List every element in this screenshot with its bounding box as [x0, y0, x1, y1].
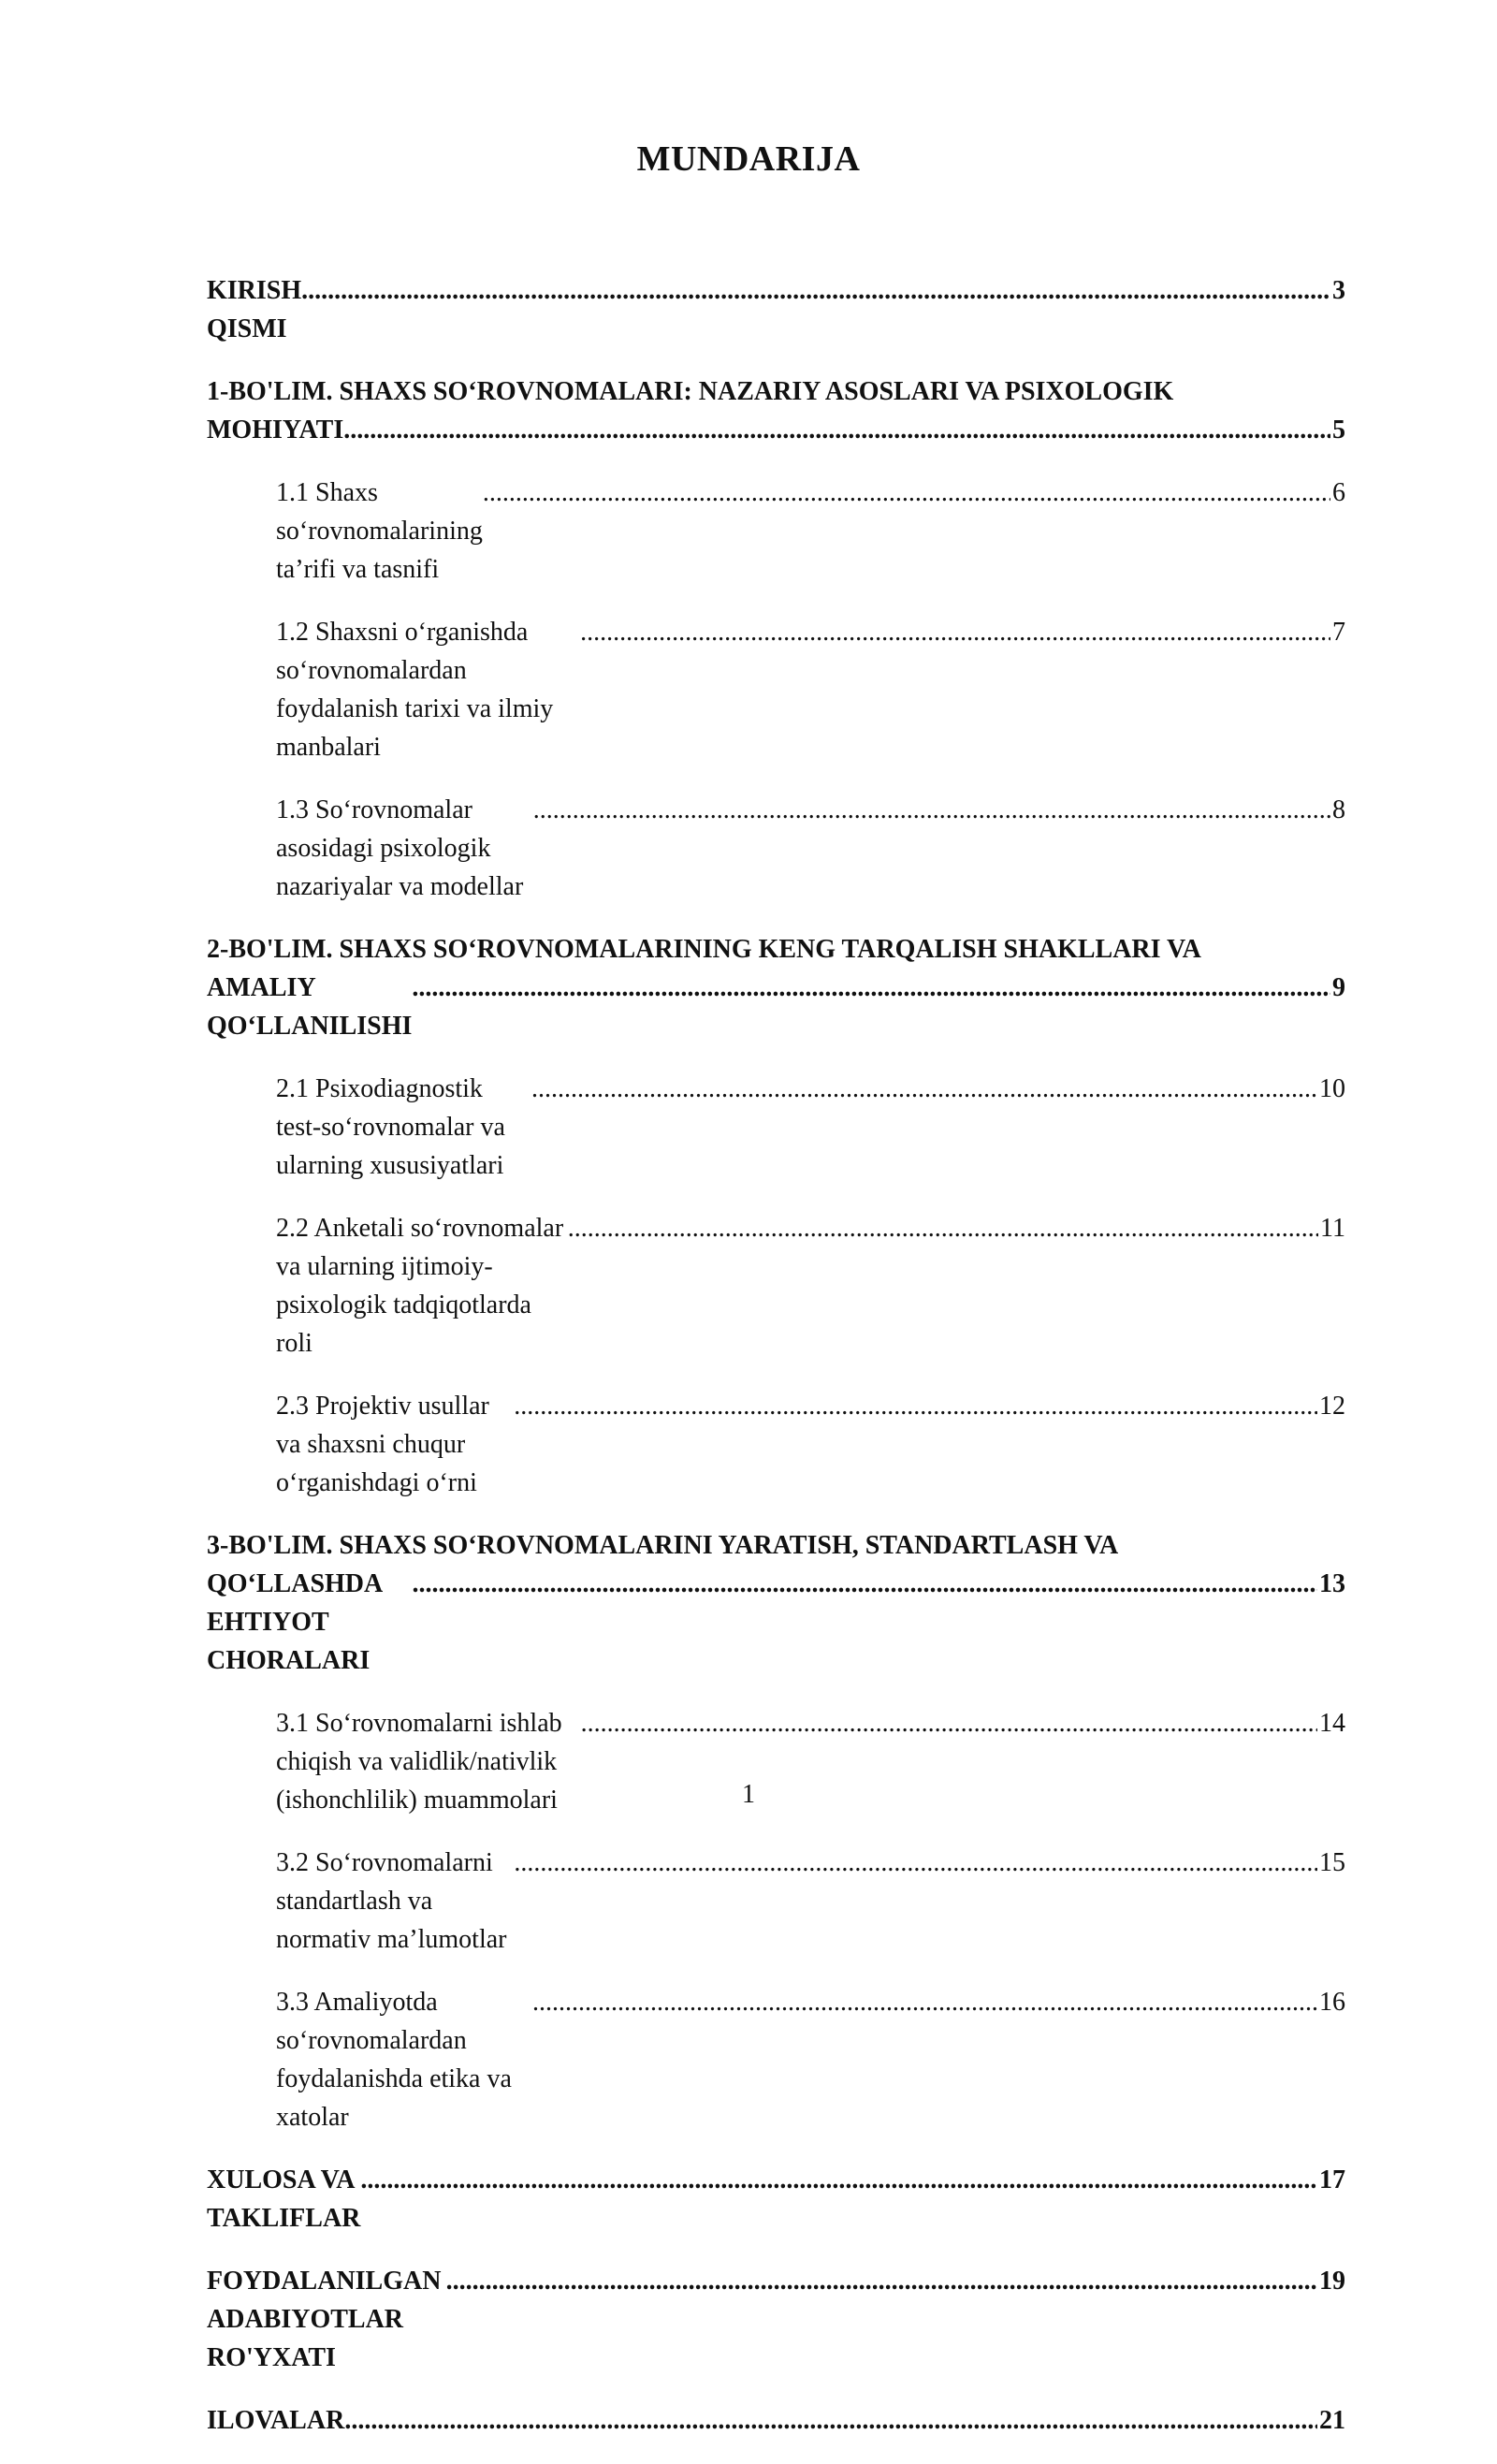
toc-entry-label: 2.3 Projektiv usullar va shaxsni chuqur o‘rganishdagi o‘rni [276, 1392, 489, 1497]
toc-entry-label-cont: MOHIYATI [207, 416, 344, 445]
toc-entry-line2 [207, 1565, 1345, 1680]
toc-entry-page: 13 [1319, 1569, 1345, 1598]
toc-entry-label: 3.1 So‘rovnomalarni ishlab chiqish va validlik/nativlik (ishonchlilik) muammolari [276, 1709, 562, 1815]
toc-entry-page: 3 [1332, 276, 1345, 305]
page-number: 1 [742, 1780, 755, 1809]
toc-entry-chapter-3[interactable] [207, 1526, 1345, 1680]
toc-entry-chapter-1[interactable] [207, 372, 1345, 449]
toc-entry-label: 1.1 Shaxs so‘rovnomalarining ta’rifi va tasnifi [276, 478, 483, 584]
table-of-contents [207, 271, 1345, 2464]
dot-leader [343, 411, 1330, 449]
dot-leader [483, 474, 1330, 512]
toc-entry-chapter-2[interactable] [207, 930, 1345, 1045]
toc-entry-label: 3.2 So‘rovnomalarni standartlash va normativ ma’lumotlar [276, 1848, 507, 1954]
toc-entry-label: 2-BO'LIM. SHAXS SO‘ROVNOMALARINING KENG TARQALISH SHAKLLARI VA [207, 935, 1201, 964]
toc-entry-2-2[interactable] [207, 1209, 1345, 1363]
dot-leader [412, 969, 1330, 1007]
toc-entry-3-3[interactable] [207, 1983, 1345, 2136]
dot-leader [514, 1387, 1317, 1425]
toc-entry-page: 8 [1331, 795, 1345, 824]
toc-entry-page: 9 [1332, 973, 1345, 1002]
toc-entry-ilovalar[interactable] [207, 2401, 1345, 2440]
toc-entry-label: 3-BO'LIM. SHAXS SO‘ROVNOMALARINI YARATISH, STANDARTLASH VA [207, 1531, 1119, 1560]
toc-entry-page: 21 [1319, 2406, 1345, 2435]
toc-entry-kirish[interactable] [207, 271, 1345, 348]
toc-entry-label: ILOVALAR [207, 2406, 345, 2435]
toc-entry-2-3[interactable] [207, 1387, 1345, 1502]
toc-entry-page: 6 [1332, 478, 1345, 507]
toc-entry-1-1[interactable] [207, 474, 1345, 589]
toc-entry-label-cont: AMALIY QO‘LLANILISHI [207, 973, 413, 1041]
toc-entry-page: 15 [1319, 1848, 1345, 1877]
toc-entry-page: 7 [1332, 618, 1345, 647]
dot-leader [568, 1209, 1318, 1247]
dot-leader [581, 1704, 1317, 1742]
toc-entry-label: 1.2 Shaxsni o‘rganishda so‘rovnomalardan foydalanish tarixi va ilmiy manbalari [276, 618, 554, 762]
page-title: MUNDARIJA [636, 139, 861, 179]
toc-entry-label: 3.3 Amaliyotda so‘rovnomalardan foydalanishda etika va xatolar [276, 1988, 512, 2132]
dot-leader [446, 2262, 1317, 2300]
toc-entry-adabiyotlar[interactable] [207, 2262, 1345, 2377]
toc-entry-1-2[interactable] [207, 613, 1345, 766]
dot-leader [532, 1983, 1317, 2021]
toc-entry-page: 14 [1319, 1709, 1345, 1738]
toc-entry-3-2[interactable] [207, 1844, 1345, 1959]
dot-leader [344, 2401, 1317, 2440]
toc-entry-page: 5 [1332, 416, 1345, 445]
toc-entry-xulosa[interactable] [207, 2161, 1345, 2238]
toc-entry-line2 [207, 969, 1345, 1045]
toc-entry-page: 12 [1319, 1392, 1345, 1421]
dot-leader [533, 791, 1330, 829]
dot-leader [514, 1844, 1317, 1882]
toc-entry-1-3[interactable] [207, 791, 1345, 906]
toc-entry-label: FOYDALANILGAN ADABIYOTLAR RO'YXATI [207, 2267, 442, 2372]
toc-entry-2-1[interactable] [207, 1070, 1345, 1185]
dot-leader [413, 1565, 1317, 1603]
toc-entry-label: XULOSA VA TAKLIFLAR [207, 2165, 361, 2233]
dot-leader [301, 271, 1330, 310]
toc-entry-label: 1.3 So‘rovnomalar asosidagi psixologik nazariyalar va modellar [276, 795, 524, 901]
dot-leader [360, 2161, 1317, 2199]
toc-entry-page: 16 [1319, 1988, 1345, 2017]
dot-leader [580, 613, 1330, 651]
toc-entry-line2 [207, 411, 1345, 449]
dot-leader [531, 1070, 1317, 1108]
toc-entry-label: 1-BO'LIM. SHAXS SO‘ROVNOMALARI: NAZARIY ASOSLARI VA PSIXOLOGIK [207, 377, 1174, 406]
toc-entry-label: KIRISH QISMI [207, 276, 302, 343]
toc-entry-page: 19 [1319, 2267, 1345, 2296]
toc-entry-page: 11 [1320, 1214, 1345, 1243]
toc-entry-label: 2.1 Psixodiagnostik test-so‘rovnomalar va ularning xususiyatlari [276, 1074, 505, 1180]
toc-entry-label-cont: QO‘LLASHDA EHTIYOT CHORALARI [207, 1569, 382, 1675]
toc-entry-page: 10 [1319, 1074, 1345, 1103]
toc-entry-label: 2.2 Anketali so‘rovnomalar va ularning ijtimoiy-psixologik tadqiqotlarda roli [276, 1214, 564, 1358]
toc-entry-page: 17 [1319, 2165, 1345, 2194]
